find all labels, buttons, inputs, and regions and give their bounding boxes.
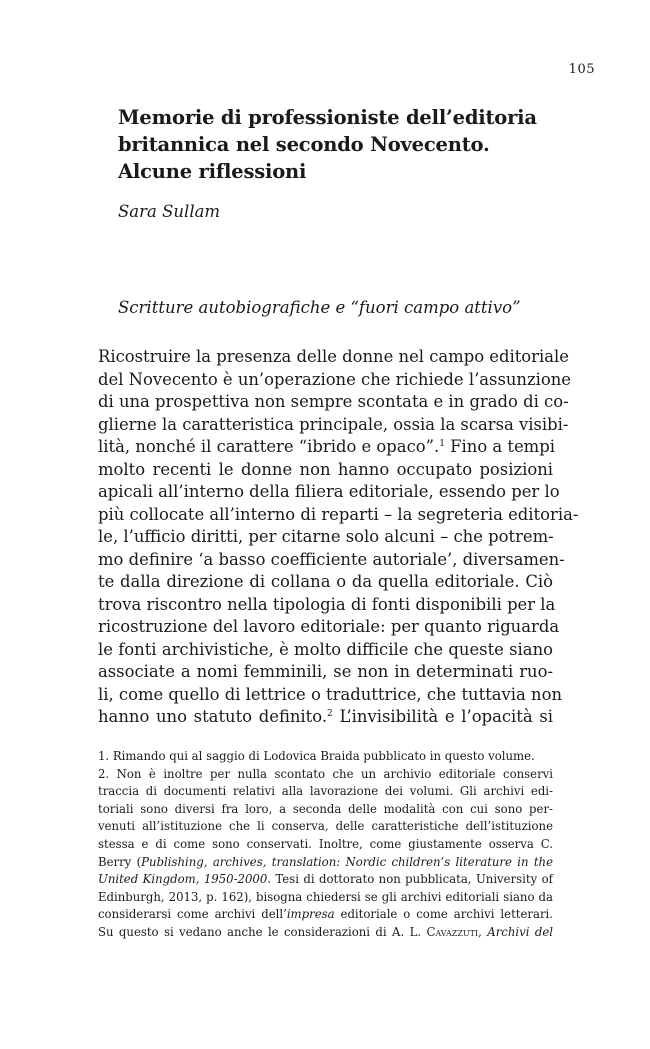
body-line: del Novecento è un’operazione che richiede l’assunzione: [98, 369, 571, 389]
chapter-title-line: britannica nel secondo Novecento.: [118, 133, 490, 156]
footnote-text: . Tesi di dottorato non pubblicata, University of: [267, 872, 553, 887]
body-line: associate a nomi femminili, se non in determinati ruo-: [98, 662, 553, 681]
chapter-title-line: Alcune riflessioni: [118, 160, 307, 183]
footnote-text: Berry (: [98, 854, 142, 869]
cited-title: Archivi del: [487, 924, 553, 939]
body-line: ricostruzione del lavoro editoriale: per quanto riguarda: [98, 617, 560, 636]
body-line: glierne la caratteristica principale, ossia la scarsa visibi-: [98, 414, 569, 434]
cited-title: United Kingdom, 1950-2000: [98, 872, 268, 887]
footnote-2-line: 2. Non è inoltre per nulla scontato che un archivio editoriale conservi: [98, 766, 553, 781]
body-line: mo definire ‘a basso coefficiente autoriale’, diversamen-: [98, 549, 565, 569]
cited-title: Publishing, archives, translation: Nordic children’s literature in the: [141, 854, 553, 869]
body-line-text: Fino a tempi: [444, 437, 555, 456]
body-line: di una prospettiva non sempre scontata e in grado di co-: [98, 392, 569, 411]
body-line: apicali all’interno della filiera editoriale, essendo per lo: [98, 482, 560, 501]
body-line: più collocate all’interno di reparti – la segreteria editoria-: [98, 504, 579, 524]
footnote-2-line: toriali sono diversi fra loro, a seconda delle modalità con cui sono per-: [98, 801, 553, 816]
footnotes: [98, 748, 553, 942]
footnote-text: editoriale o come archivi letterari.: [334, 907, 553, 922]
body-paragraph: [98, 346, 579, 729]
footnote-1: 1. Rimando qui al saggio di Lodovica Braida pubblicato in questo volume.: [98, 749, 535, 763]
footnote-2-line: [98, 924, 553, 942]
footnote-2-line: [98, 854, 553, 872]
section-heading: Scritture autobiografiche e “fuori campo attivo”: [118, 298, 521, 317]
cited-author: Cavazzuti: [426, 924, 479, 939]
page-number: 105: [568, 62, 595, 77]
footnote-2-line: [98, 871, 553, 889]
chapter-title: [118, 104, 578, 185]
body-line: le fonti archivistiche, è molto difficile che queste siano: [98, 639, 553, 659]
body-line: [98, 706, 553, 729]
footnote-2-line: venuti all’istituzione che li conserva, delle caratteristiche dell’istituzione: [98, 819, 553, 834]
body-line: Ricostruire la presenza delle donne nel campo editoriale: [98, 347, 569, 366]
body-line-text: hanno uno statuto definito.: [98, 707, 328, 726]
body-line: le, l’ufficio diritti, per citarne solo alcuni – che potrem-: [98, 527, 554, 546]
body-line-text: L’invisibilità e l’opacità si: [339, 707, 553, 726]
body-line: [98, 436, 553, 459]
body-line: molto recenti le donne non hanno occupato posizioni: [98, 459, 553, 479]
body-line: li, come quello di lettrice o traduttrice, che tuttavia non: [98, 684, 563, 704]
footnote-2-line: stessa e di come sono conservati. Inoltre, come giustamente osserva C.: [98, 836, 553, 851]
body-line: trova riscontro nella tipologia di fonti disponibili per la: [98, 594, 556, 614]
footnote-text: considerarsi come archivi dell’: [98, 907, 287, 922]
chapter-title-line: Memorie di professioniste dell’editoria: [118, 106, 537, 129]
footnote-ref-1[interactable]: 1: [439, 439, 445, 449]
footnote-text: Su questo si vedano anche le considerazioni di A. L.: [98, 924, 427, 939]
author-name: Sara Sullam: [118, 202, 221, 221]
footnote-text: ,: [478, 924, 488, 939]
footnote-2-line: Edinburgh, 2013, p. 162), bisogna chiedersi se gli archivi editoriali siano da: [98, 889, 553, 904]
emphasis: impresa: [286, 907, 335, 922]
body-line: te dalla direzione di collana o da quella editoriale. Ciò: [98, 572, 553, 591]
footnote-ref-2[interactable]: 2: [327, 709, 333, 719]
footnote-2-line: traccia di documenti relativi alla lavorazione dei volumi. Gli archivi edi-: [98, 784, 553, 799]
body-line-text: lità, nonché il carattere “ibrido e opaco”.: [98, 437, 440, 456]
footnote-2-line: [98, 906, 553, 924]
